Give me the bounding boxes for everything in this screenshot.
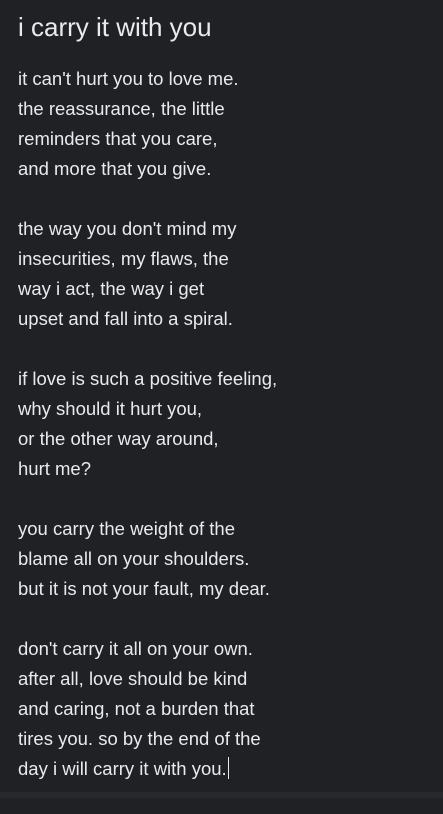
text-line: way i act, the way i get	[18, 278, 205, 299]
note-body[interactable]	[18, 64, 428, 814]
stanza-4	[18, 514, 428, 604]
text-line: it can't hurt you to love me.	[18, 68, 239, 89]
text-line: don't carry it all on your own.	[18, 638, 253, 659]
text-line: you carry the weight of the	[18, 518, 235, 539]
text-line: and caring, not a burden that	[18, 698, 255, 719]
bottom-edge	[0, 792, 443, 798]
stanza-3	[18, 364, 428, 484]
text-line: insecurities, my flaws, the	[18, 248, 229, 269]
text-line: tires you. so by the end of the	[18, 728, 261, 749]
text-line: if love is such a positive feeling,	[18, 368, 278, 389]
text-line: but it is not your fault, my dear.	[18, 578, 270, 599]
last-text-line	[18, 754, 428, 784]
text-cursor	[228, 757, 230, 779]
text-line: or the other way around,	[18, 428, 219, 449]
text-line: the way you don't mind my	[18, 218, 237, 239]
text-line: and more that you give.	[18, 158, 212, 179]
text-line: blame all on your shoulders.	[18, 548, 250, 569]
text-line: the reassurance, the little	[18, 98, 225, 119]
note-title[interactable]: i carry it with you	[18, 12, 212, 42]
stanza-2	[18, 214, 428, 334]
text-line: upset and fall into a spiral.	[18, 308, 233, 329]
stanza-5	[18, 634, 428, 784]
text-line: after all, love should be kind	[18, 668, 248, 689]
text-line: hurt me?	[18, 458, 92, 479]
text-line: why should it hurt you,	[18, 398, 203, 419]
text-line: reminders that you care,	[18, 128, 218, 149]
stanza-1	[18, 64, 428, 184]
last-line-text: day i will carry it with you.	[18, 758, 227, 779]
